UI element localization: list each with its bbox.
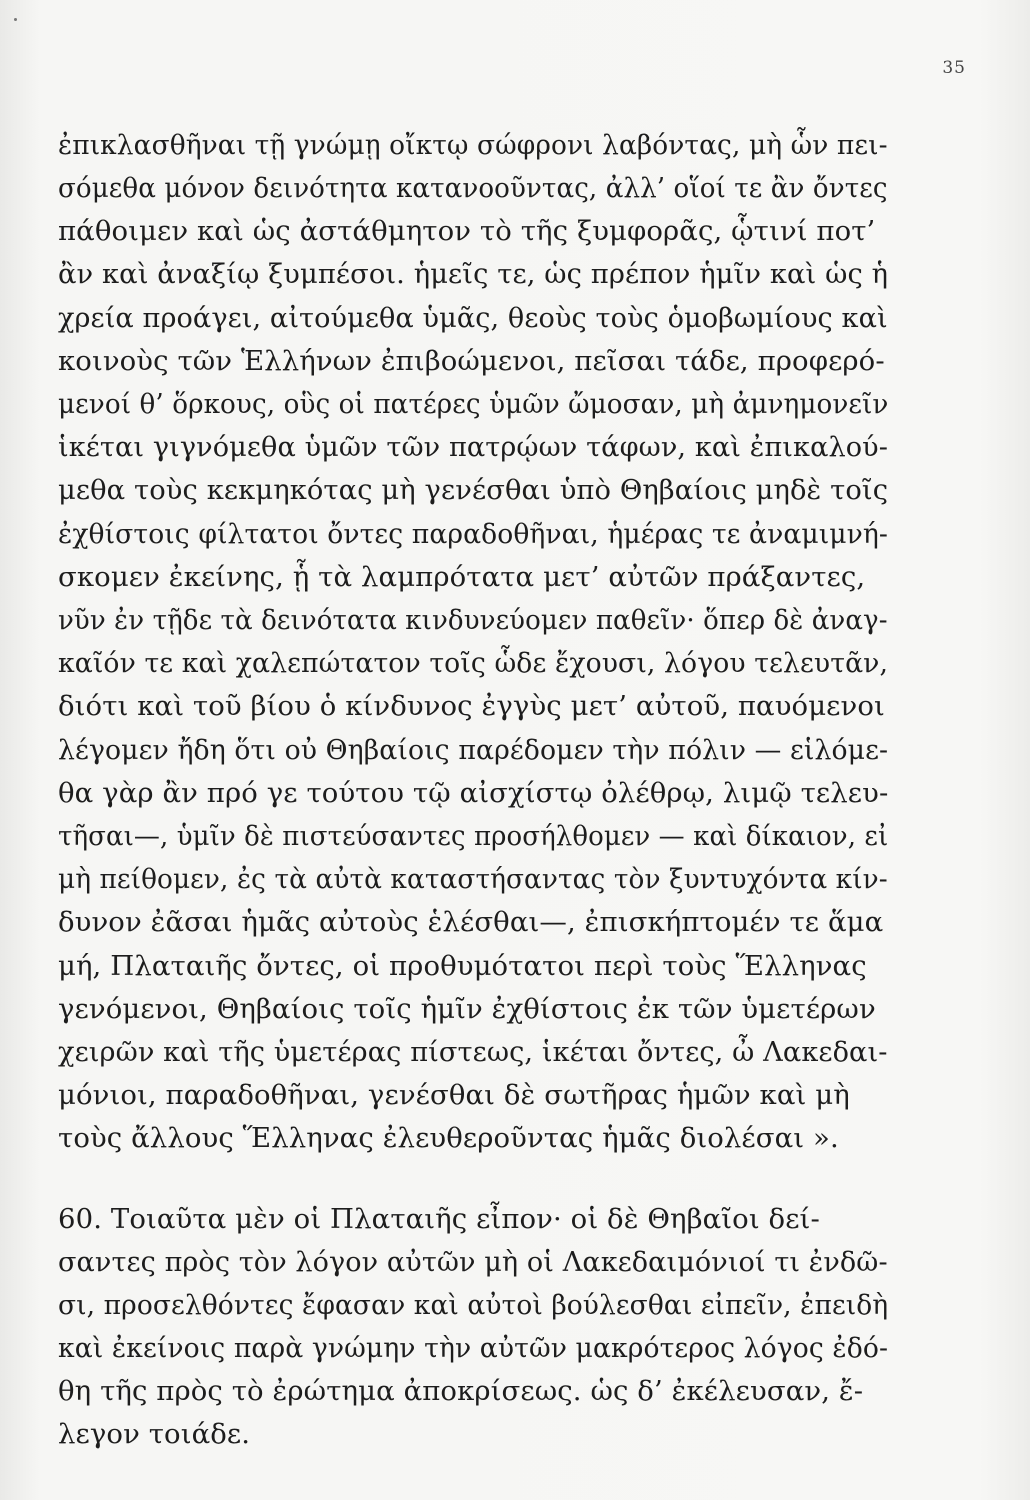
text-line: σαντες πρὸς τὸν λόγον αὐτῶν μὴ οἱ Λακεδαιμόνιοί τι ἐνδῶ- (58, 1246, 888, 1278)
text-line: κοινοὺς τῶν Ἑλλήνων ἐπιβοώμενοι, πεῖσαι τάδε, προφερό- (58, 345, 885, 377)
text-line: σκομεν ἐκείνης, ᾗ τὰ λαμπρότατα μετ’ αὐτῶν πράξαντες, (58, 561, 866, 593)
text-line: τῆσαι—, ὑμῖν δὲ πιστεύσαντες προσήλθομεν — καὶ δίκαιον, εἰ (58, 820, 889, 852)
text-line: διότι καὶ τοῦ βίου ὁ κίνδυνος ἐγγὺς μετ’ αὐτοῦ, παυόμενοι (58, 690, 885, 722)
text-line: νῦν ἐν τῇδε τὰ δεινότατα κινδυνεύομεν παθεῖν· ὅπερ δὲ ἀναγ- (58, 604, 888, 636)
text-line: ἂν καὶ ἀναξίῳ ξυμπέσοι. ἡμεῖς τε, ὡς πρέπον ἡμῖν καὶ ὡς ἡ (58, 258, 889, 290)
text-line: χειρῶν καὶ τῆς ὑμετέρας πίστεως, ἱκέται ὄντες, ὦ Λακεδαι- (58, 1036, 888, 1068)
text-line: λέγομεν ἤδη ὅτι οὐ Θηβαίοις παρέδομεν τὴν πόλιν — εἱλόμε- (58, 734, 889, 766)
text-line: καὶ ἐκείνοις παρὰ γνώμην τὴν αὐτῶν μακρότερος λόγος ἐδό- (58, 1332, 889, 1364)
text-line: ἐπικλασθῆναι τῇ γνώμῃ οἴκτῳ σώφρονι λαβόντας, μὴ ὧν πει- (58, 129, 888, 161)
text-line: τοὺς ἄλλους Ἕλληνας ἐλευθεροῦντας ἡμᾶς διολέσαι ». (58, 1122, 839, 1154)
text-line: καῖόν τε καὶ χαλεπώτατον τοῖς ὧδε ἔχουσι, λόγου τελευτᾶν, (58, 647, 889, 679)
text-line: μεθα τοὺς κεκμηκότας μὴ γενέσθαι ὑπὸ Θηβαίοις μηδὲ τοῖς (58, 474, 889, 506)
page-number: 35 (942, 58, 966, 78)
paper-speck (14, 18, 17, 21)
text-line: πάθοιμεν καὶ ὡς ἀστάθμητον τὸ τῆς ξυμφορᾶς, ᾧτινί ποτ’ (58, 215, 876, 247)
text-line: σόμεθα μόνον δεινότητα κατανοοῦντας, ἀλλ’ οἵοί τε ἂν ὄντες (58, 172, 888, 204)
text-line: θα γὰρ ἂν πρό γε τούτου τῷ αἰσχίστῳ ὀλέθρῳ, λιμῷ τελευ- (58, 777, 889, 809)
text-line: μή, Πλαταιῆς ὄντες, οἱ προθυμότατοι περὶ τοὺς Ἕλληνας (58, 950, 867, 982)
text-line: μὴ πείθομεν, ἐς τὰ αὐτὰ καταστήσαντας τὸν ξυντυχόντα κίν- (58, 863, 888, 895)
text-line: λεγον τοιάδε. (58, 1418, 251, 1450)
text-line: θη τῆς πρὸς τὸ ἐρώτημα ἀποκρίσεως. ὡς δ’ ἐκέλευσαν, ἔ- (58, 1375, 864, 1407)
text-line: δυνον ἐᾶσαι ἡμᾶς αὐτοὺς ἑλέσθαι—, ἐπισκήπτομέν τε ἅμα (58, 906, 884, 938)
text-line: μενοί θ’ ὅρκους, οὓς οἱ πατέρες ὑμῶν ὤμοσαν, μὴ ἀμνημονεῖν (58, 388, 889, 420)
text-line: ἐχθίστοις φίλτατοι ὄντες παραδοθῆναι, ἡμέρας τε ἀναμιμνή- (58, 518, 888, 550)
text-line: χρεία προάγει, αἰτούμεθα ὑμᾶς, θεοὺς τοὺς ὁμοβωμίους καὶ (58, 302, 888, 334)
text-line: σι, προσελθόντες ἔφασαν καὶ αὐτοὶ βούλεσθαι εἰπεῖν, ἐπειδὴ (58, 1289, 889, 1321)
text-line: ἱκέται γιγνόμεθα ὑμῶν τῶν πατρῴων τάφων, καὶ ἐπικαλού- (58, 431, 889, 463)
text-line: γενόμενοι, Θηβαίοις τοῖς ἡμῖν ἐχθίστοις ἐκ τῶν ὑμετέρων (58, 993, 876, 1025)
text-line: 60. Τοιαῦτα μὲν οἱ Πλαταιῆς εἶπον· οἱ δὲ Θηβαῖοι δεί- (58, 1203, 820, 1235)
text-line: μόνιοι, παραδοθῆναι, γενέσθαι δὲ σωτῆρας ἡμῶν καὶ μὴ (58, 1079, 850, 1111)
